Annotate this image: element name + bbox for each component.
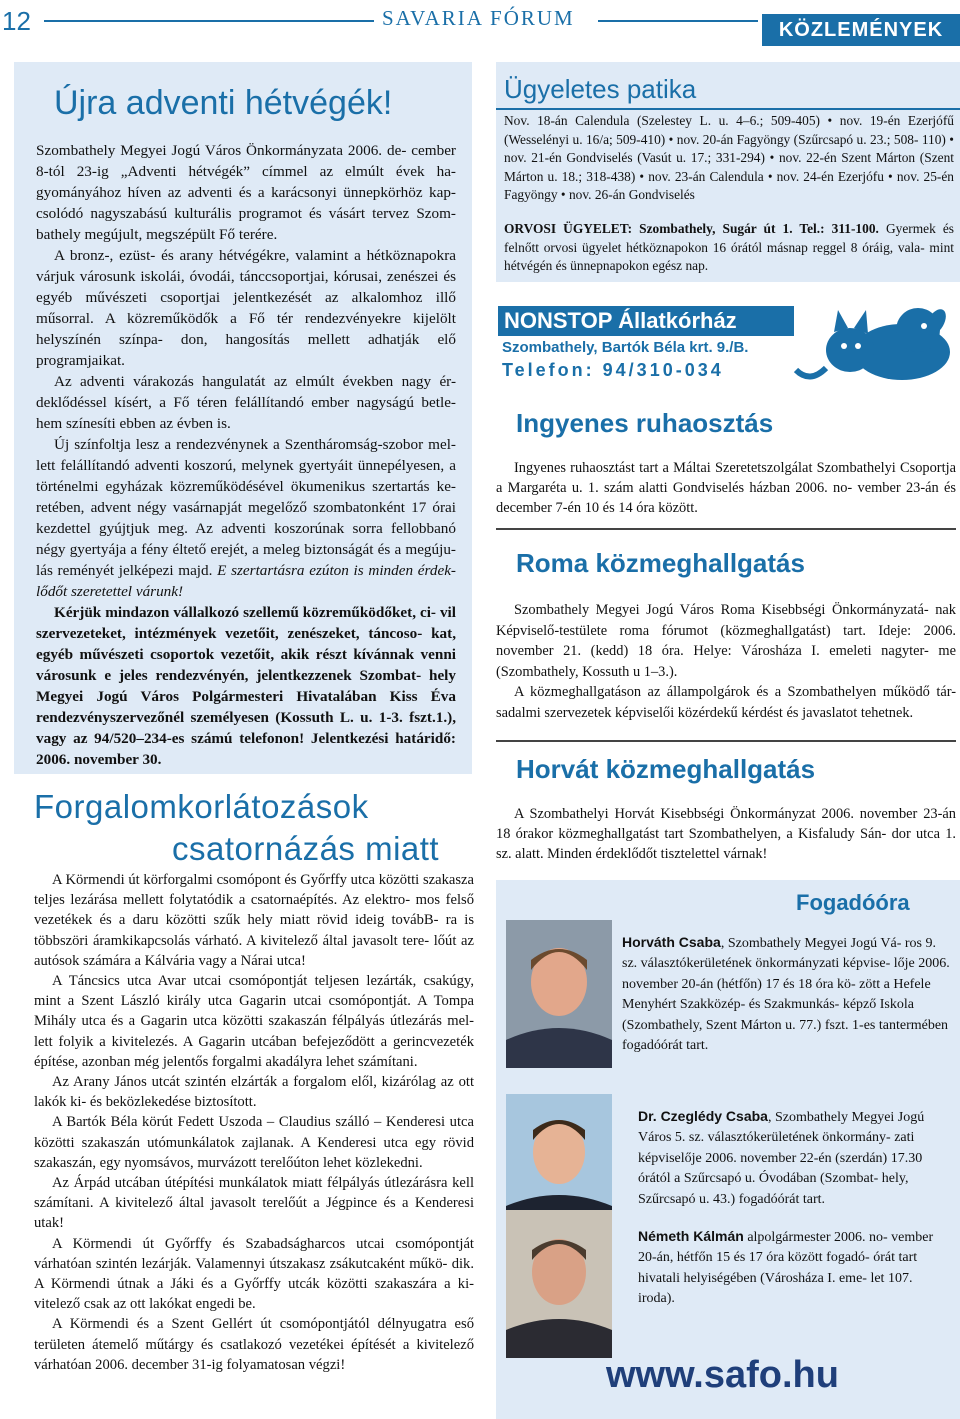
advent-box: [14, 62, 472, 774]
page-number: 12: [2, 6, 31, 36]
section-label: [762, 14, 960, 46]
roma-p1: Szombathely Megyei Jogú Város Roma Kisebbségi Önkormányzatá- nak Képviselő-testülete roma fórumot (közmeghallgatást) tart. Ideje: 2006. november 21. (kedd) 18 óra. Helye: Városháza I. emeleti nagyter- me (Szombathely, Kossuth u 1–3.).: [496, 602, 956, 680]
portrait-icon: [506, 1210, 612, 1358]
traffic-title-2: csatornázás miatt: [172, 830, 440, 867]
roma-p2: A közmeghallgatáson az állampolgárok és a Szombathelyen működő tár- sadalmi szervezetek képviselői közérdekű kérdést és javaslatot tehetnek.: [496, 684, 956, 721]
horvath-photo: [506, 920, 612, 1068]
traffic-p2: A Táncsics utca Avar utcai csomópontját teljesen lezárták, csakúgy, mint a Szent László király utca Gagarin utcai csomópontját. A Tompa Mihály utca és a Gagarin utca közötti szakaszán félpályás útlezárás mel- lett folyik a kivitelezés. A Gagarin utcában befejeződött a gerincvezeték építése, azonban még jelentős forgalmi akadályra lehet számítani.: [34, 973, 474, 1070]
advent-body: [36, 140, 456, 770]
duty-text: Gyermek és felnőtt orvosi ügyelet hétköznapokon 16 órától másnap reggel 8 óráig, vala- mint hétvégén és ünnepnapokon egész nap.: [504, 221, 954, 274]
roma-title: Roma közmeghallgatás: [516, 548, 805, 578]
vet-name-box: [498, 306, 794, 336]
traffic-p4: A Bartók Béla körút Fedett Uszoda – Claudius szálló – Kenderesi utca közötti szakaszán utómunkálatok zajlanak. A Kenderesi utca egy rövid szakaszán, egy nyomsávos, murvázott terelőúton lehet közlekedni.: [34, 1114, 474, 1171]
divider-1: [496, 528, 956, 530]
traffic-p7: A Körmendi és a Szent Gellért út csomópontjától délnyugatra eső területen átemelő műtárgy és csatlakozó vezetékei építését a kivitelező várhatóan 2006. december 31-ig folyamatosan végzi!: [34, 1316, 474, 1373]
horvath-desc: , Szombathely Megyei Jogú Vá- ros 9. sz. választókerületének önkormányzati képvise- lője 2006. november 20-án (hétfőn) 17 és 18 óra kö- zött a Hefele Menyhért Szakközép- és Szakmunkás- képző Iskola (Szombathely, Szent Márton u. 77.) fszt. 1-es tantermében fogadóórát tart.: [622, 936, 950, 1054]
advent-p3: Az adventi várakozás hangulatát az elmúlt években nagy ér- deklődéssel kísért, a Fő téren felállítandó ember nagyságú betle- hem színesíti ebben az évben is.: [36, 373, 456, 432]
page-header: [0, 0, 960, 46]
horvath-text: [622, 932, 952, 1056]
czegledy-desc: , Szombathely Megyei Jogú Város 5. sz. választókerületének önkormány- zati képviselője 2006. november 22-én (szerdán) 17.30 órától a Szűrcsapó u. Óvodában (Szombat- hely, Szűrcsapó u. 43.) fogadóórát tart.: [638, 1110, 925, 1207]
vet-address: Szombathely, Bartók Béla krt. 9./B.: [502, 339, 749, 356]
czegledy-text: [638, 1106, 952, 1210]
website-link[interactable]: www.safo.hu: [606, 1354, 839, 1396]
croat-title: Horvát közmeghallgatás: [516, 754, 816, 784]
croat-text: A Szombathelyi Horvát Kisebbségi Önkormányzat 2006. november 23-án 18 órakor közmeghallgatást tart Szombathelyen, a Kisfaludy Sán- dor utca 1. sz. alatt. Minden érdeklődőt tisztelettel várnak!: [496, 806, 956, 863]
czegledy-name: Dr. Czeglédy Csaba: [638, 1108, 768, 1124]
vet-phone: Telefon: 94/310-034: [502, 360, 724, 380]
section-label-text: KÖZLEMÉNYEK: [778, 19, 944, 41]
clothes-text: Ingyenes ruhaosztást tart a Máltai Szeretetszolgálat Szombathelyi Csoportja a Margaréta u. 1. szám alatti Gondviselés házban 2006. no- vember 23-án és december 7-én 10 és 14 óra között.: [496, 460, 956, 517]
traffic-body: [34, 870, 474, 1375]
pharmacy-rule: [496, 108, 960, 110]
pharmacy-text: Nov. 18-án Calendula (Szelestey L. u. 4–6.; 509-405) • nov. 19-én Ezerjófű (Wesselényi u. 16/a; 509-410) • nov. 20-án Fagyöngy (Szűrcsapó u. 23.; 508- 110) • nov. 21-én Gondviselés (Vasút u. 17.; 331-294) • nov. 22-én Szent Márton (Szent Márton u. 18.; 318-438) • nov. 23-án Calendula • nov. 24-én Ezerjófu • nov. 25-én Fagyöngy • nov. 26-án Gondviselés: [504, 113, 954, 203]
nemeth-photo: [506, 1210, 612, 1358]
vet-name: NONSTOP Állatkórház: [504, 308, 737, 333]
cat-dog-icon: [790, 300, 960, 390]
portrait-icon: [506, 920, 612, 1068]
nemeth-text: [638, 1226, 952, 1310]
nemeth-name: Németh Kálmán: [638, 1228, 744, 1244]
office-title: Fogadóóra: [796, 890, 910, 915]
advent-p5-bold: Kérjük mindazon vállalkozó szellemű közreműködőket, ci- vil szervezeteket, intézmények vezetőit, zenészeket, táncoso- kat, egyéb művészeti csoportok vezetőit, akik részt kívánnak venni városunk e jeles rendezvényén, jelentkezzenek Szombat- hely Megyei Jogú Város Polgármesteri Hivatalában Kiss Éva rendezvényszervezőnél személyesen (Kossuth L. u. 1-3. fszt.1.), vagy az 94/520–234-es számú telefonon! Jelentkezési határidő: 2006. november 30.: [36, 604, 456, 768]
pharmacy-title: Ügyeletes patika: [504, 74, 697, 104]
advent-p4-text: Új színfoltja lesz a rendezvénynek a Szentháromság-szobor mel- lett felállítandó adventi koszorú, melynek gyertyáit ünnepélyesen, a történelmi egyházak közreműködésével ökumenikus szertartás ke- retében, advent négy vasárnapját megelőző szombatonként 17 órai kezdettel gyújtjuk meg. Az adventi koszorúnak sorra fellobbanó négy gyertyája a fény éltető erejét, a meleg biztonságát és a megúju- lás reményét jelképezi majd.: [36, 436, 456, 579]
vet-ad: [496, 306, 960, 386]
pharmacy-box: [496, 62, 960, 282]
advent-p4-italic: E szertartásra ezúton is minden érdek- lődőt szeretettel várunk!: [36, 562, 456, 600]
divider-2: [496, 740, 956, 742]
office-box: [496, 880, 960, 1419]
advent-p4: [36, 434, 456, 602]
publication-title: SAVARIA FÓRUM: [382, 6, 575, 30]
traffic-p3: Az Arany János utcát szintén elzárták a forgalom elől, kizárólag az ott lakók ki- és beközlekedése biztosított.: [34, 1074, 474, 1111]
traffic-title-1: Forgalomkorlátozások: [34, 788, 369, 825]
advent-p1: Szombathely Megyei Jogú Város Önkormányzata 2006. de- cember 8-tól 23-ig „Adventi hétvégék” címmel az elmúlt évek ha- gyományához híven az adventi és a karácsonyi ünnepkörhöz kap- csolódó nagyszabású kulturális programot és vásárt tervez Szom- bathely megújult, megszépült Fő terére.: [36, 142, 456, 243]
advent-p2: A bronz-, ezüst- és arany hétvégékre, valamint a hétköznapokra várjuk városunk iskolái, óvodái, tánccsoportjai, kórusai, zenészei és egyéb művészeti csoportjai jelentkezését az alkalomhoz illő műsorral. A közreműködők a Fő tér rendezvényekre kijelölt helyszínén színpa- don, hangosítás mellett adhatják elő programjaikat.: [36, 247, 456, 369]
advent-title: Újra adventi hétvégék!: [54, 84, 393, 122]
duty-block: [504, 220, 954, 276]
roma-body: [496, 600, 956, 724]
clothes-title: Ingyenes ruhaosztás: [516, 408, 774, 438]
nemeth-desc: alpolgármester 2006. no- vember 20-án, hétfőn 15 és 17 óra között fogadó- órát tart hivatali helyiségében (Városháza I. eme- let 107. iroda).: [638, 1230, 934, 1307]
horvath-name: Horváth Csaba: [622, 934, 721, 950]
traffic-p5: Az Árpád utcában útépítési munkálatok miatt félpályás útlezárásra kell számítani. A kivitelező által javasolt terelőút a Jégpince és a Kenderesi utak!: [34, 1175, 474, 1232]
traffic-p6: A Körmendi út Győrffy és Szabadságharcos utcai csomópontját várhatóan szintén lezárják. Valamennyi útszakasz zsákutcaként műkö- dik. A Körmendi útnak a Jáki és a Győrffy utcák közötti szakaszára a ki- vitelező csak az ott lakókat engedi be.: [34, 1235, 474, 1313]
advent-p5: [36, 602, 456, 770]
duty-title: ORVOSI ÜGYELET: Szombathely, Sugár út 1. Tel.: 311-100.: [504, 221, 879, 236]
header-rule-right: [598, 20, 758, 22]
header-rule-left: [44, 20, 374, 22]
traffic-p1: A Körmendi út körforgalmi csomópont és Győrffy utca közötti szakasza teljes lezárása mellett folytatódik a csatornaépítés. Az elektro- mos felső vezetékek és a daru közötti szűk hely miatt rövid ideig továbB- ra is többszöri áramkikapcsolás várható. A kivitelező által javasolt tere- lőút az autósok számára a Kálvária vagy a Nárai utca!: [34, 872, 474, 969]
